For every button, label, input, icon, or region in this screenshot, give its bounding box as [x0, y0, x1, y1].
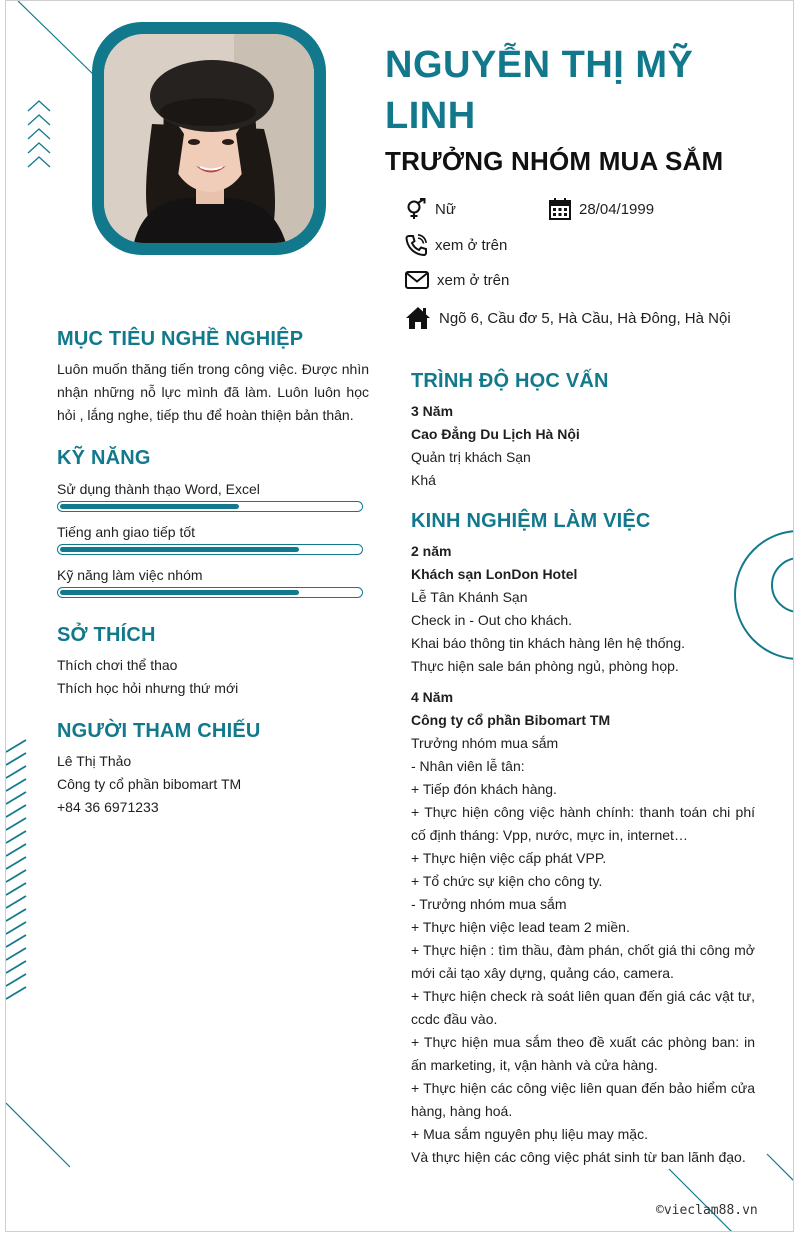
- name-line-2: LINH: [385, 95, 476, 137]
- reference-name: Lê Thị Thảo: [57, 753, 132, 769]
- job-line: + Thực hiện việc cấp phát VPP.: [411, 850, 607, 866]
- objective-text: Luôn muốn thăng tiến trong công việc. Được nhìn nhận những nỗ lực mình đã làm. Luôn luôn học hỏi , lắng nghe, tiếp thu để hoàn thiện bản thân.: [57, 361, 369, 423]
- experience-title: KINH NGHIỆM LÀM VIỆC: [411, 510, 651, 532]
- job-1: [411, 540, 755, 678]
- email-icon: [405, 270, 429, 290]
- reference-company: Công ty cổ phần bibomart TM: [57, 776, 242, 792]
- education-major: Quản trị khách Sạn: [411, 449, 531, 465]
- job-line: + Tổ chức sự kiện cho công ty.: [411, 873, 603, 889]
- job-line: + Thực hiện mua sắm theo đề xuất các phòng ban: in ấn marketing, it, vận hành và cửa hàng.: [411, 1034, 755, 1073]
- hobby-item: Thích học hỏi nhưng thứ mới: [57, 680, 239, 696]
- gender-value: Nữ: [435, 200, 456, 218]
- job-line: Check in - Out cho khách.: [411, 612, 573, 628]
- job-line: + Thực hiện các công việc liên quan đến bảo hiểm cửa hàng, hàng hoá.: [411, 1080, 755, 1119]
- job-line: + Thực hiện : tìm thầu, đàm phán, chốt giá thi công mở mới cải tạo xây dựng, quảng cáo, camera.: [411, 942, 755, 981]
- job-line: + Thực hiện check rà soát liên quan đến giá các vật tư, ccdc đầu vào.: [411, 988, 755, 1027]
- birthdate-value: 28/04/1999: [579, 200, 655, 218]
- hatch-decor: [6, 736, 30, 1001]
- skill-label: Sử dụng thành thạo Word, Excel: [57, 481, 260, 497]
- education-title: TRÌNH ĐỘ HỌC VẤN: [411, 370, 609, 392]
- skill-bar: [57, 544, 363, 555]
- candidate-name: [385, 41, 693, 140]
- phone-row: [405, 234, 507, 256]
- references-title: NGƯỜI THAM CHIẾU: [57, 720, 261, 742]
- phone-value: xem ở trên: [435, 236, 508, 254]
- avatar-frame: [92, 22, 326, 255]
- gender-row: [405, 198, 456, 220]
- watermark: ©vieclam88.vn: [656, 1203, 758, 1218]
- job-line: - Nhân viên lễ tân:: [411, 758, 525, 774]
- job-duration: 4 Năm: [411, 689, 454, 705]
- cv-page: [5, 0, 794, 1232]
- job-company: Công ty cổ phần Bibomart TM: [411, 712, 611, 728]
- hobby-item: Thích chơi thể thao: [57, 657, 178, 673]
- address-row: [405, 306, 731, 330]
- job-line: - Trưởng nhóm mua sắm: [411, 896, 567, 912]
- chevron-up-decor-icon: [26, 99, 54, 174]
- email-value: xem ở trên: [437, 271, 510, 289]
- job-company: Khách sạn LonDon Hotel: [411, 566, 578, 582]
- calendar-icon: [549, 198, 571, 220]
- email-row: [405, 270, 509, 290]
- gender-icon: [405, 198, 427, 220]
- phone-icon: [405, 234, 427, 256]
- objective-title: MỤC TIÊU NGHỀ NGHIỆP: [57, 328, 304, 350]
- education-school: Cao Đẳng Du Lịch Hà Nội: [411, 426, 580, 442]
- name-line-1: NGUYỄN THỊ MỸ: [385, 44, 694, 86]
- skill-bar-fill: [60, 504, 239, 509]
- skill-label: Kỹ năng làm việc nhóm: [57, 567, 203, 583]
- job-line: Trưởng nhóm mua sắm: [411, 735, 559, 751]
- job-line: + Thực hiện việc lead team 2 miền.: [411, 919, 630, 935]
- avatar: [104, 34, 314, 243]
- skill-label: Tiếng anh giao tiếp tốt: [57, 524, 196, 540]
- reference-phone: +84 36 6971233: [57, 799, 159, 815]
- hobbies-title: SỞ THÍCH: [57, 624, 156, 646]
- job-title: TRƯỞNG NHÓM MUA SẮM: [385, 146, 724, 176]
- job-line: Khai báo thông tin khách hàng lên hệ thống.: [411, 635, 685, 651]
- skill-bar: [57, 587, 363, 598]
- address-value: Ngõ 6, Cầu đơ 5, Hà Cầu, Hà Đông, Hà Nội: [439, 309, 731, 327]
- job-line: Thực hiện sale bán phòng ngủ, phòng họp.: [411, 658, 679, 674]
- job-line: Lễ Tân Khánh Sạn: [411, 589, 528, 605]
- job-line: + Thực hiện công việc hành chính: thanh toán chi phí cố định tháng: Vpp, nước, mực in, internet…: [411, 804, 755, 843]
- birthdate-row: [549, 198, 654, 220]
- skill-bar: [57, 501, 363, 512]
- skills-title: KỸ NĂNG: [57, 447, 151, 469]
- job-line: + Mua sắm nguyên phụ liệu may mặc.: [411, 1126, 648, 1142]
- skill-bar-fill: [60, 590, 299, 595]
- education-grade: Khá: [411, 472, 436, 488]
- job-duration: 2 năm: [411, 543, 452, 559]
- job-line: + Tiếp đón khách hàng.: [411, 781, 557, 797]
- home-icon: [405, 306, 431, 330]
- skill-bar-fill: [60, 547, 299, 552]
- job-line: Và thực hiện các công việc phát sinh từ ban lãnh đạo.: [411, 1149, 746, 1165]
- education-duration: 3 Năm: [411, 403, 454, 419]
- job-2: [411, 686, 755, 1169]
